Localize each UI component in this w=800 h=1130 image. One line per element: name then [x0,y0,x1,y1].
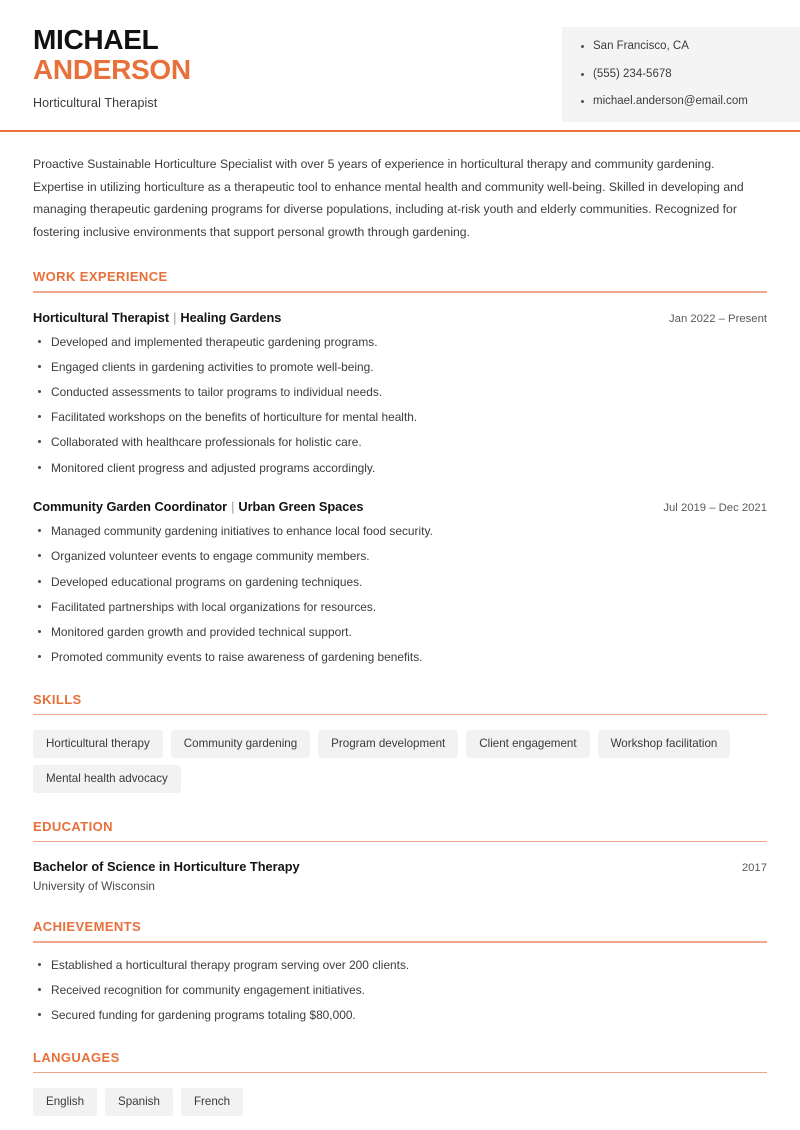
bullet-item: Received recognition for community engagement initiatives. [33,982,767,999]
bullet-item: Collaborated with healthcare professionals for holistic care. [33,434,767,451]
header-identity [0,0,191,110]
last-name: ANDERSON [33,53,191,85]
section-title-work-experience: WORK EXPERIENCE [33,269,168,285]
experience-company: Urban Green Spaces [238,499,364,515]
bullet-item: Developed educational programs on gardening techniques. [33,574,767,591]
title-separator: | [173,309,177,325]
section-rule [33,841,767,843]
contact-location: San Francisco, CA [580,39,786,55]
bullet-item: Managed community gardening initiatives to enhance local food security. [33,523,767,540]
skill-tag: Client engagement [466,730,589,758]
section-title-skills: SKILLS [33,691,82,707]
bullet-item: Developed and implemented therapeutic gardening programs. [33,334,767,351]
experience-entry-header [33,499,767,514]
skill-tag: Community gardening [171,730,310,758]
experience-bullets [33,334,767,476]
contact-email: michael.anderson@email.com [580,94,786,110]
experience-company: Healing Gardens [180,309,282,325]
section-languages [33,1050,767,1116]
experience-bullets [33,523,767,665]
contact-list [580,39,786,110]
experience-entry [33,499,767,665]
education-entry-header [33,859,767,874]
achievements-list [33,957,767,1024]
bullet-item: Promoted community events to raise awareness of gardening benefits. [33,649,767,666]
experience-date: Jan 2022 – Present [669,312,767,325]
language-tag: French [181,1088,243,1116]
section-education [33,819,767,894]
skills-tag-list [33,730,767,793]
contact-phone: (555) 234-5678 [580,67,786,83]
bullet-item: Facilitated partnerships with local organizations for resources. [33,599,767,616]
contact-box [562,27,800,122]
experience-title-line [33,310,281,325]
section-title-achievements: ACHIEVEMENTS [33,919,142,935]
section-title-education: EDUCATION [33,818,113,834]
bullet-item: Facilitated workshops on the benefits of horticulture for mental health. [33,409,767,426]
bullet-item: Conducted assessments to tailor programs to individual needs. [33,384,767,401]
bullet-item: Engaged clients in gardening activities to promote well-being. [33,359,767,376]
languages-tag-list [33,1088,767,1116]
skill-tag: Mental health advocacy [33,765,181,793]
skill-tag: Workshop facilitation [598,730,731,758]
education-degree: Bachelor of Science in Horticulture Therapy [33,859,300,875]
experience-role: Horticultural Therapist [33,309,170,325]
professional-title: Horticultural Therapist [33,95,158,110]
education-school: University of Wisconsin [33,879,155,894]
skill-tag: Program development [318,730,458,758]
first-name: MICHAEL [33,24,159,55]
section-skills [33,692,767,793]
experience-title-line [33,499,363,514]
experience-entry [33,310,767,476]
section-rule [33,291,767,293]
bullet-item: Monitored client progress and adjusted programs accordingly. [33,460,767,477]
experience-role: Community Garden Coordinator [33,499,228,515]
skill-tag: Horticultural therapy [33,730,163,758]
resume-body [0,153,800,1116]
language-tag: Spanish [105,1088,173,1116]
education-year: 2017 [741,862,767,875]
education-entry [33,859,767,893]
bullet-item: Organized volunteer events to engage community members. [33,548,767,565]
language-tag: English [33,1088,97,1116]
section-work-experience [33,269,767,665]
bullet-item: Established a horticultural therapy program serving over 200 clients. [33,957,767,974]
section-rule [33,941,767,943]
section-title-languages: LANGUAGES [33,1049,120,1065]
section-rule [33,714,767,716]
bullet-item: Monitored garden growth and provided technical support. [33,624,767,641]
section-rule [33,1072,767,1074]
section-achievements [33,919,767,1023]
bullet-item: Secured funding for gardening programs totaling $80,000. [33,1007,767,1024]
experience-entry-header [33,310,767,325]
resume-header [0,0,800,130]
header-divider [0,130,800,132]
experience-date: Jul 2019 – Dec 2021 [663,502,767,515]
title-separator: | [231,499,235,515]
professional-summary: Proactive Sustainable Horticulture Specialist with over 5 years of experience in horticultural therapy and community gardening. Expertise in utilizing horticulture as a therapeutic tool to enhance mental health and community well-being. Skilled in developing and managing therapeutic gardening programs for diverse populations, including at-risk youth and elderly communities. Recognized for fostering inclusive environments that support personal growth through gardening. [33,157,744,239]
